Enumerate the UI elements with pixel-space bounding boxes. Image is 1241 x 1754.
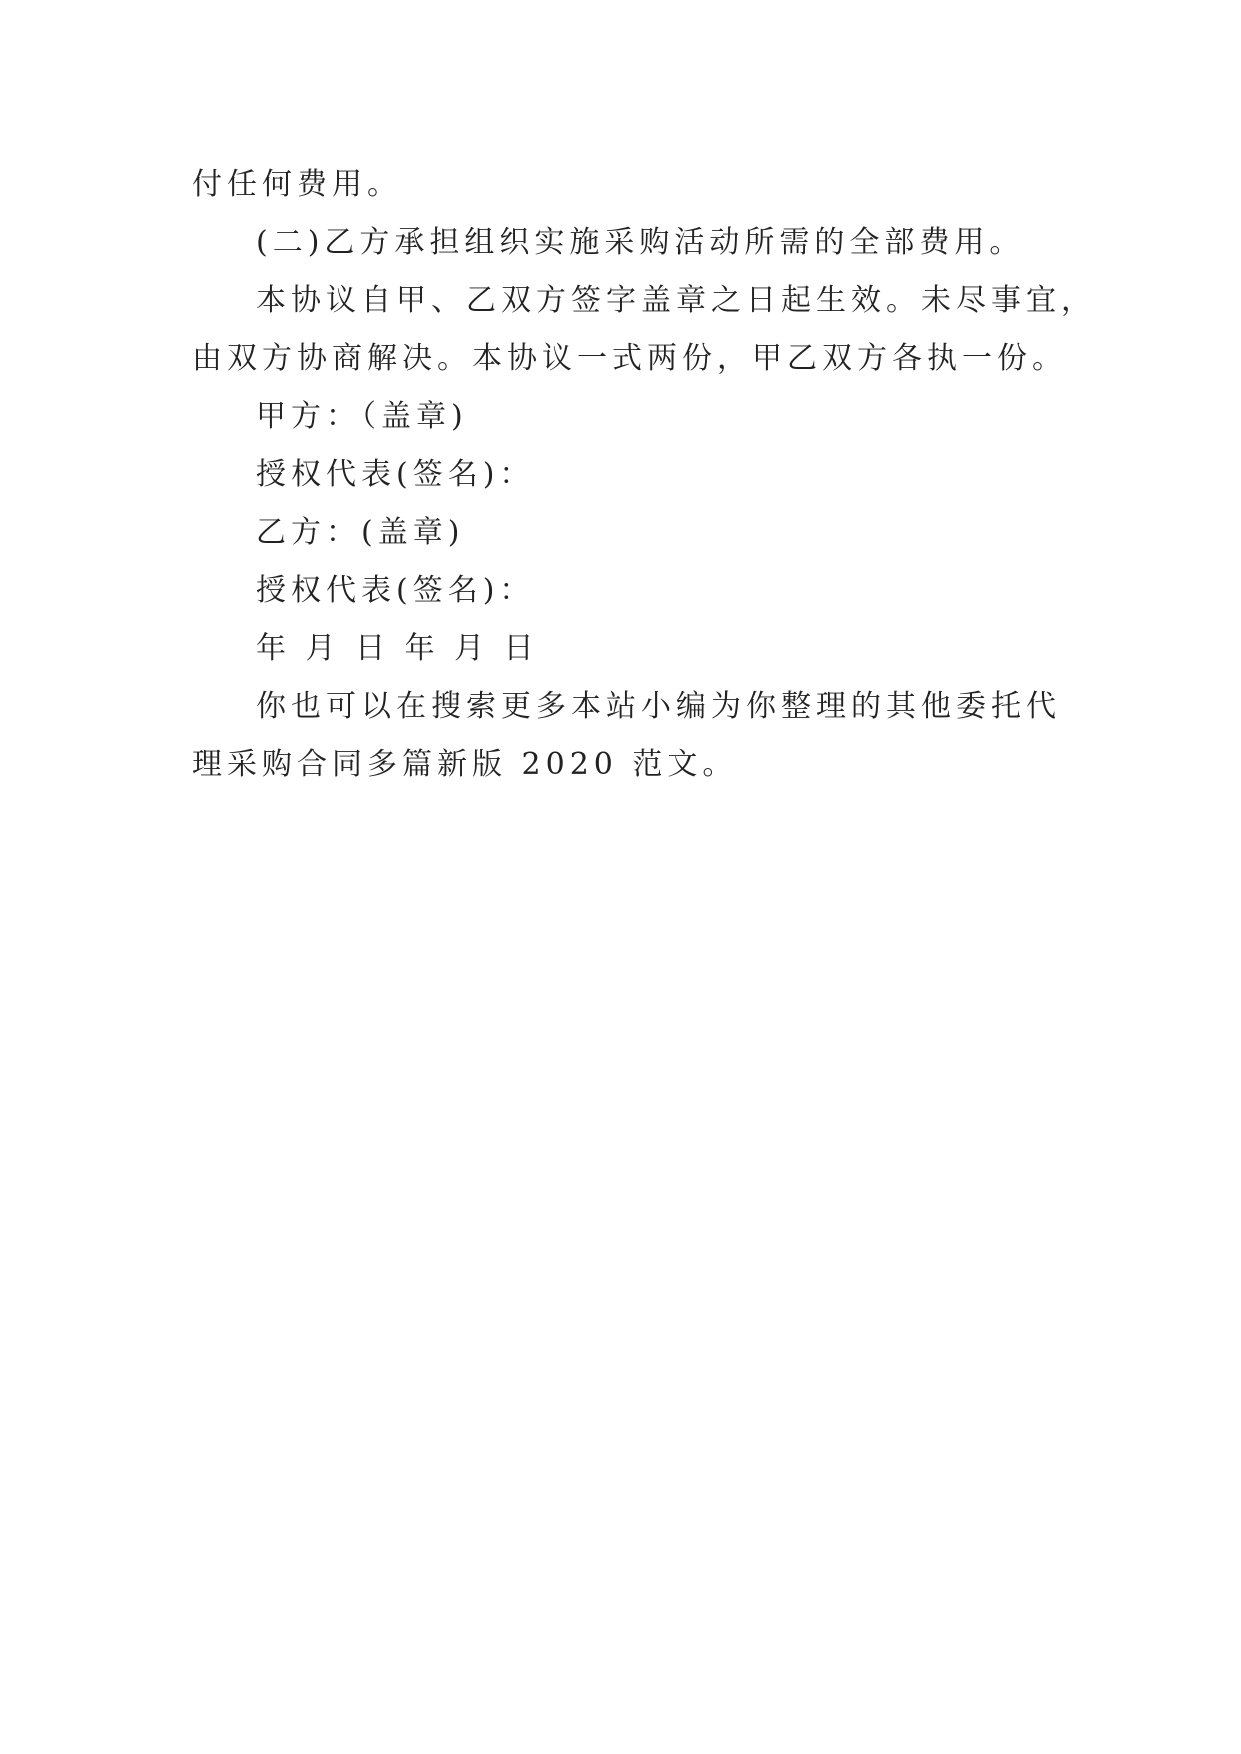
party-b-seal: 乙方：(盖章): [256, 515, 465, 550]
text-line-clause-two: (二)乙方承担组织实施采购活动所需的全部费用。: [256, 225, 1025, 260]
text-line-footer-2: 理采购合同多篇新版 2020 范文。: [192, 747, 738, 782]
party-b-representative: 授权代表(签名)：: [256, 573, 535, 608]
party-a-seal: 甲方：（盖章): [256, 399, 468, 434]
signing-date: 年 月 日 年 月 日: [256, 631, 539, 666]
text-line-effective: 本协议自甲、乙双方签字盖章之日起生效。未尽事宜，: [256, 283, 1096, 318]
document-body: [192, 156, 1096, 794]
text-line-continuation: 付任何费用。: [192, 167, 402, 202]
text-line-copies: 由双方协商解决。本协议一式两份，甲乙双方各执一份。: [192, 341, 1067, 376]
text-line-footer-1: 你也可以在搜索更多本站小编为你整理的其他委托代: [256, 689, 1061, 724]
party-a-representative: 授权代表(签名)：: [256, 457, 535, 492]
